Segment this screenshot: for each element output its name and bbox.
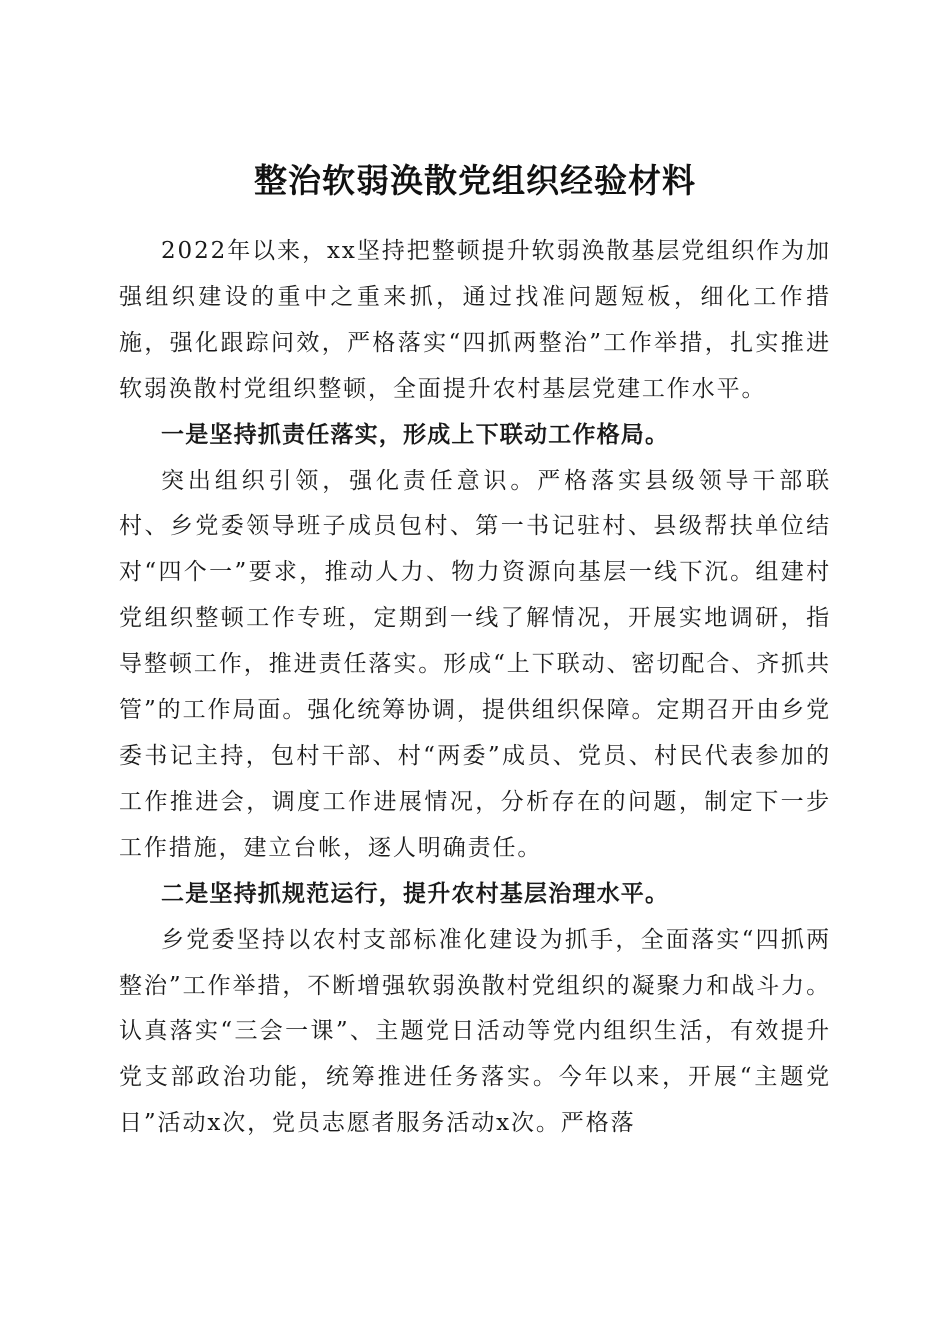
section-2-paragraph: 乡党委坚持以农村支部标准化建设为抓手，全面落实“四抓两整治”工作举措，不断增强软弱涣散村党组织的凝聚力和战斗力。认真落实“三会一课”、主题党日活动等党内组织生活，有效提升党支部政治功能，统筹推进任务落实。今年以来，开展“主题党日”活动x次，党员志愿者服务活动x次。严格落 xyxy=(119,926,831,1137)
section-1-paragraph: 突出组织引领，强化责任意识。严格落实县级领导干部联村、乡党委领导班子成员包村、第一书记驻村、县级帮扶单位结对“四个一”要求，推动人力、物力资源向基层一线下沉。组建村党组织整顿工作专班，定期到一线了解情况，开展实地调研，指导整顿工作，推进责任落实。形成“上下联动、密切配合、齐抓共管”的工作局面。强化统筹协调，提供组织保障。定期召开由乡党委书记主持，包村干部、村“两委”成员、党员、村民代表参加的工作推进会，调度工作进展情况，分析存在的问题，制定下一步工作措施，建立台帐，逐人明确责任。 xyxy=(119,467,831,861)
section-heading-1: 一是坚持抓责任落实，形成上下联动工作格局。 xyxy=(161,421,670,448)
intro-paragraph: 2022年以来，xx坚持把整顿提升软弱涣散基层党组织作为加强组织建设的重中之重来抓，通过找准问题短板，细化工作措施，强化跟踪问效，严格落实“四抓两整治”工作举措，扎实推进软弱涣散村党组织整顿，全面提升农村基层党建工作水平。 xyxy=(119,238,831,402)
document-body xyxy=(119,229,831,1147)
section-heading-2: 二是坚持抓规范运行，提升农村基层治理水平。 xyxy=(161,880,670,907)
document-title: 整治软弱涣散党组织经验材料 xyxy=(254,161,696,201)
